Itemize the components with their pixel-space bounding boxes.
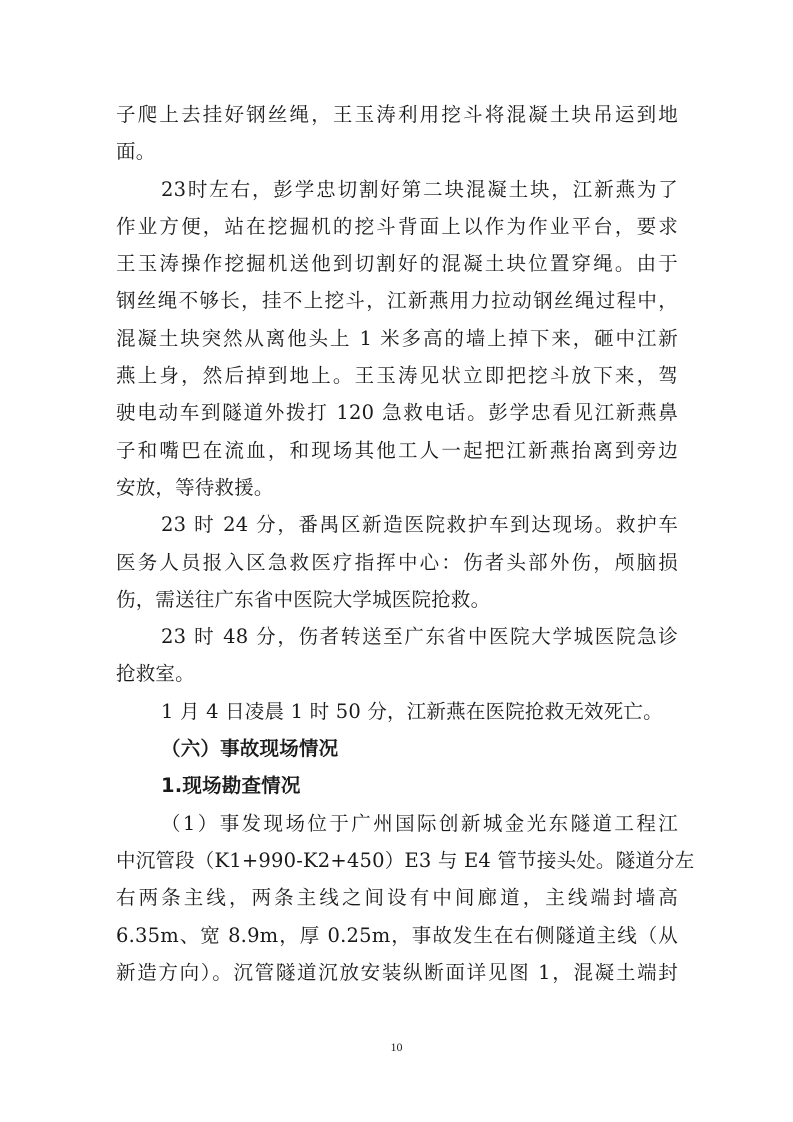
text-line: 23 时 48 分，伤者转送至广东省中医院大学城医院急诊 — [161, 625, 678, 649]
text-line: 燕上身，然后掉到地上。王玉涛见状立即把挖斗放下来，驾 — [116, 364, 678, 388]
text-line: （1）事发现场位于广州国际创新城金光东隧道工程江 — [161, 811, 678, 835]
text-line: 新造方向）。沉管隧道沉放安装纵断面详见图 1，混凝土端封 — [116, 960, 678, 984]
text-line: 安放，等待救援。 — [116, 475, 274, 499]
page-number: 10 — [390, 1040, 403, 1054]
text-line: 23时左右，彭学忠切割好第二块混凝土块，江新燕为了 — [161, 177, 678, 201]
text-line: 钢丝绳不够长，挂不上挖斗，江新燕用力拉动钢丝绳过程中， — [116, 289, 678, 313]
body-text — [116, 96, 695, 991]
text-line: 面。 — [116, 140, 156, 164]
text-line: 混凝土块突然从离他头上 1 米多高的墙上掉下来，砸中江新 — [116, 326, 678, 350]
text-line: 6.35m、宽 8.9m，厚 0.25m，事故发生在右侧隧道主线（从 — [116, 923, 678, 947]
text-line: 子和嘴巴在流血，和现场其他工人一起把江新燕抬离到旁边 — [116, 438, 678, 462]
text-line: 23 时 24 分，番禺区新造医院救护车到达现场。救护车 — [161, 513, 678, 537]
text-line: 抢救室。 — [116, 662, 195, 686]
text-line: 中沉管段（K1+990-K2+450）E3 与 E4 管节接头处。隧道分左 — [116, 848, 695, 872]
text-line: 医务人员报入区急救医疗指挥中心：伤者头部外伤，颅脑损 — [116, 550, 678, 574]
text-line: 1 月 4 日凌晨 1 时 50 分，江新燕在医院抢救无效死亡。 — [161, 699, 663, 723]
text-line: 驶电动车到隧道外拨打 120 急救电话。彭学忠看见江新燕鼻 — [116, 401, 678, 425]
section-heading: （六）事故现场情况 — [161, 737, 339, 761]
text-line: 作业方便，站在挖掘机的挖斗背面上以作为作业平台，要求 — [116, 214, 678, 238]
text-line: 右两条主线，两条主线之间设有中间廊道，主线端封墙高 — [116, 886, 678, 910]
section-heading: 1.现场勘查情况 — [161, 774, 301, 798]
text-line: 王玉涛操作挖掘机送他到切割好的混凝土块位置穿绳。由于 — [116, 252, 678, 276]
text-line: 伤，需送往广东省中医院大学城医院抢救。 — [116, 587, 491, 611]
text-line: 子爬上去挂好钢丝绳，王玉涛利用挖斗将混凝土块吊运到地 — [116, 103, 678, 126]
